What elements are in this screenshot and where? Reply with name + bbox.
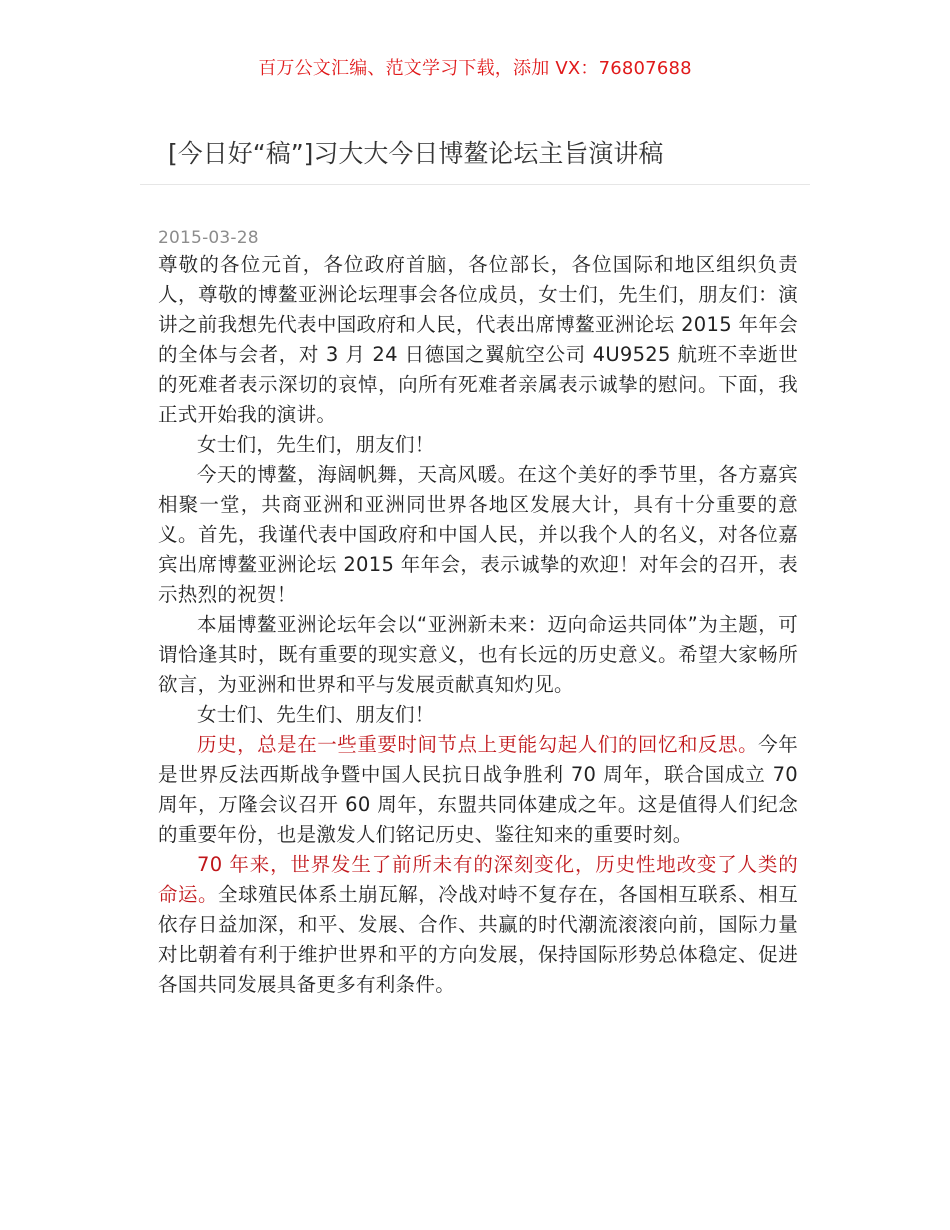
article-title: [今日好“稿”]习大大今日博鳌论坛主旨演讲稿 — [168, 139, 664, 168]
highlight-history: 历史，总是在一些重要时间节点上更能勾起人们的回忆和反思。 — [197, 733, 759, 756]
paragraph-seventy-years-text: 全球殖民体系土崩瓦解，冷战对峙不复存在，各国相互联系、相互依存日益加深，和平、发展、合作、共赢的时代潮流滚滚向前，国际力量对比朝着有利于维护世界和平的方向发展，保持国际形势总体稳定、促进各国共同发展具备更多有利条件。 — [158, 883, 799, 996]
paragraph-theme: 本届博鳌亚洲论坛年会以“亚洲新未来：迈向命运共同体”为主题，可谓恰逢其时，既有重要的现实意义，也有长远的历史意义。希望大家畅所欲言，为亚洲和世界和平与发展贡献真知灼见。 — [158, 613, 798, 696]
highlight-seventy-years: 70 年来，世界发生了前所未有的深刻变化，历史性地改变了人类的命运。 — [158, 853, 798, 906]
paragraph-seventy-years — [158, 850, 798, 1000]
paragraph-history-text: 今年是世界反法西斯战争暨中国人民抗日战争胜利 70 周年，联合国成立 70 周年，万隆会议召开 60 周年，东盟共同体建成之年。这是值得人们纪念的重要年份，也是激发人们铭记历史、鉴往知来的重要时刻。 — [158, 733, 798, 846]
paragraph-welcome: 今天的博鳌，海阔帆舞，天高风暖。在这个美好的季节里，各方嘉宾相聚一堂，共商亚洲和亚洲同世界各地区发展大计，具有十分重要的意义。首先，我谨代表中国政府和中国人民，并以我个人的名义，对各位嘉宾出席博鳌亚洲论坛 2015 年年会，表示诚挚的欢迎！对年会的召开，表示热烈的祝贺！ — [158, 463, 798, 606]
promo-banner: 百万公文汇编、范文学习下载，添加 VX：76807688 — [258, 58, 692, 79]
article-body — [158, 226, 798, 1000]
paragraph-salutation: 女士们，先生们，朋友们！ — [197, 433, 435, 456]
paragraph-greeting: 尊敬的各位元首，各位政府首脑，各位部长，各位国际和地区组织负责人，尊敬的博鳌亚洲论坛理事会各位成员，女士们，先生们，朋友们：演讲之前我想先代表中国政府和人民，代表出席博鳌亚洲论坛 2015 年年会的全体与会者，对 3 月 24 日德国之翼航空公司 4U9525 航班不幸逝世的死难者表示深切的哀悼，向所有死难者亲属表示诚挚的慰问。下面，我正式开始我的演讲。 — [158, 253, 798, 426]
title-divider — [140, 184, 810, 185]
publish-date: 2015-03-28 — [158, 228, 259, 248]
paragraph-history — [158, 730, 798, 850]
paragraph-salutation-2: 女士们、先生们、朋友们！ — [197, 703, 435, 726]
